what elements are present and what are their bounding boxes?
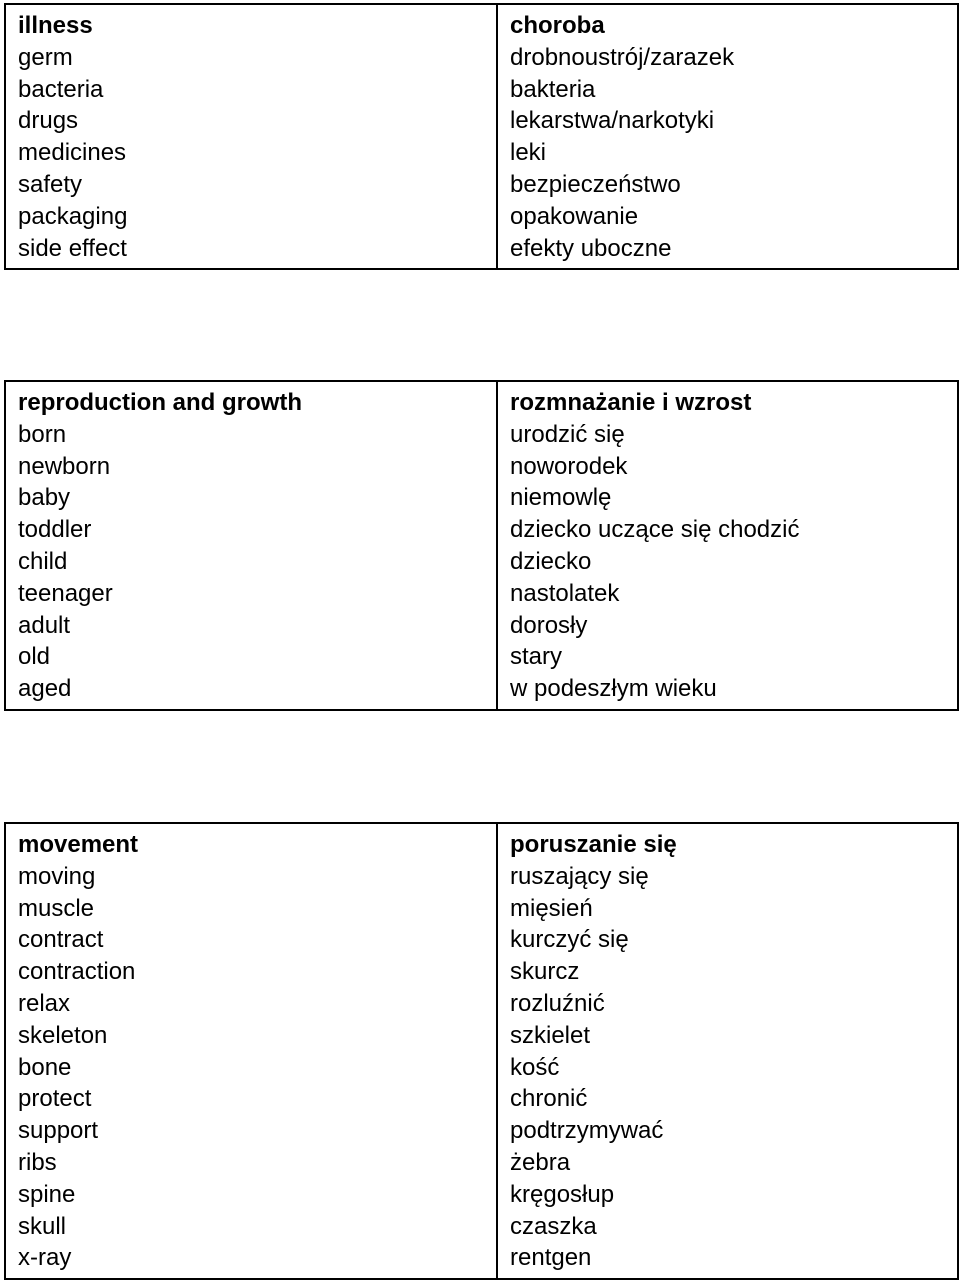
- table-row: [5, 381, 958, 710]
- polish-column: [497, 4, 958, 269]
- table-row: [5, 823, 958, 1279]
- english-term: contraction: [18, 958, 136, 986]
- polish-term: bezpieczeństwo: [510, 170, 681, 198]
- polish-term: efekty uboczne: [510, 234, 672, 262]
- english-term: muscle: [18, 894, 95, 922]
- english-term: old: [18, 643, 51, 671]
- section-heading-polish: rozmnażanie i wzrost: [510, 389, 752, 416]
- table-row: [5, 4, 958, 269]
- english-term: safety: [18, 170, 83, 198]
- polish-term: skurcz: [510, 958, 580, 986]
- english-term: born: [18, 420, 67, 448]
- polish-term: leki: [510, 139, 547, 167]
- english-term: protect: [18, 1085, 92, 1113]
- english-term: ribs: [18, 1148, 57, 1176]
- polish-term: kurczyć się: [510, 926, 629, 954]
- polish-column: [497, 381, 958, 710]
- english-term: aged: [18, 675, 72, 703]
- section-heading-english: movement: [18, 831, 139, 858]
- polish-term: stary: [510, 643, 563, 671]
- english-term: skull: [18, 1212, 67, 1240]
- polish-term: żebra: [510, 1148, 571, 1176]
- english-column: [5, 381, 497, 710]
- english-term: germ: [18, 43, 73, 71]
- polish-term: dziecko uczące się chodzić: [510, 516, 800, 544]
- english-term: support: [18, 1117, 99, 1145]
- english-term: packaging: [18, 202, 128, 230]
- english-term: baby: [18, 484, 71, 512]
- english-term: newborn: [18, 452, 111, 480]
- english-term: moving: [18, 862, 96, 890]
- english-term: spine: [18, 1180, 76, 1208]
- polish-term: urodzić się: [510, 420, 625, 448]
- polish-term: kość: [510, 1053, 560, 1081]
- english-term: bacteria: [18, 75, 104, 103]
- english-term: medicines: [18, 139, 127, 167]
- polish-term: ruszający się: [510, 862, 649, 890]
- vocab-table-movement: [4, 822, 959, 1280]
- section-heading-polish: choroba: [510, 12, 605, 39]
- polish-term: dziecko: [510, 547, 592, 575]
- polish-term: dorosły: [510, 611, 588, 639]
- polish-term: nastolatek: [510, 579, 620, 607]
- polish-term: opakowanie: [510, 202, 639, 230]
- english-term: child: [18, 547, 68, 575]
- english-term: teenager: [18, 579, 113, 607]
- section-heading-english: reproduction and growth: [18, 389, 302, 416]
- english-term: skeleton: [18, 1021, 108, 1049]
- english-term: adult: [18, 611, 71, 639]
- polish-column: [497, 823, 958, 1279]
- polish-term: czaszka: [510, 1212, 597, 1240]
- polish-term: niemowlę: [510, 484, 612, 512]
- polish-term: szkielet: [510, 1021, 591, 1049]
- section-heading-english: illness: [18, 12, 93, 39]
- english-term: bone: [18, 1053, 72, 1081]
- english-column: [5, 823, 497, 1279]
- polish-term: bakteria: [510, 75, 596, 103]
- english-term: x-ray: [18, 1244, 72, 1272]
- english-term: drugs: [18, 107, 79, 135]
- polish-term: lekarstwa/narkotyki: [510, 107, 715, 135]
- english-term: contract: [18, 926, 104, 954]
- polish-term: chronić: [510, 1085, 588, 1113]
- english-term: toddler: [18, 516, 92, 544]
- polish-term: w podeszłym wieku: [510, 675, 717, 703]
- polish-term: rozluźnić: [510, 989, 605, 1017]
- polish-term: rentgen: [510, 1244, 592, 1272]
- section-heading-polish: poruszanie się: [510, 831, 677, 858]
- english-term: side effect: [18, 234, 127, 262]
- polish-term: mięsień: [510, 894, 593, 922]
- polish-term: noworodek: [510, 452, 628, 480]
- polish-term: kręgosłup: [510, 1180, 615, 1208]
- english-column: [5, 4, 497, 269]
- vocab-table-illness: [4, 3, 959, 270]
- polish-term: podtrzymywać: [510, 1117, 664, 1145]
- polish-term: drobnoustrój/zarazek: [510, 43, 735, 71]
- vocab-table-reproduction-growth: [4, 380, 959, 711]
- english-term: relax: [18, 989, 71, 1017]
